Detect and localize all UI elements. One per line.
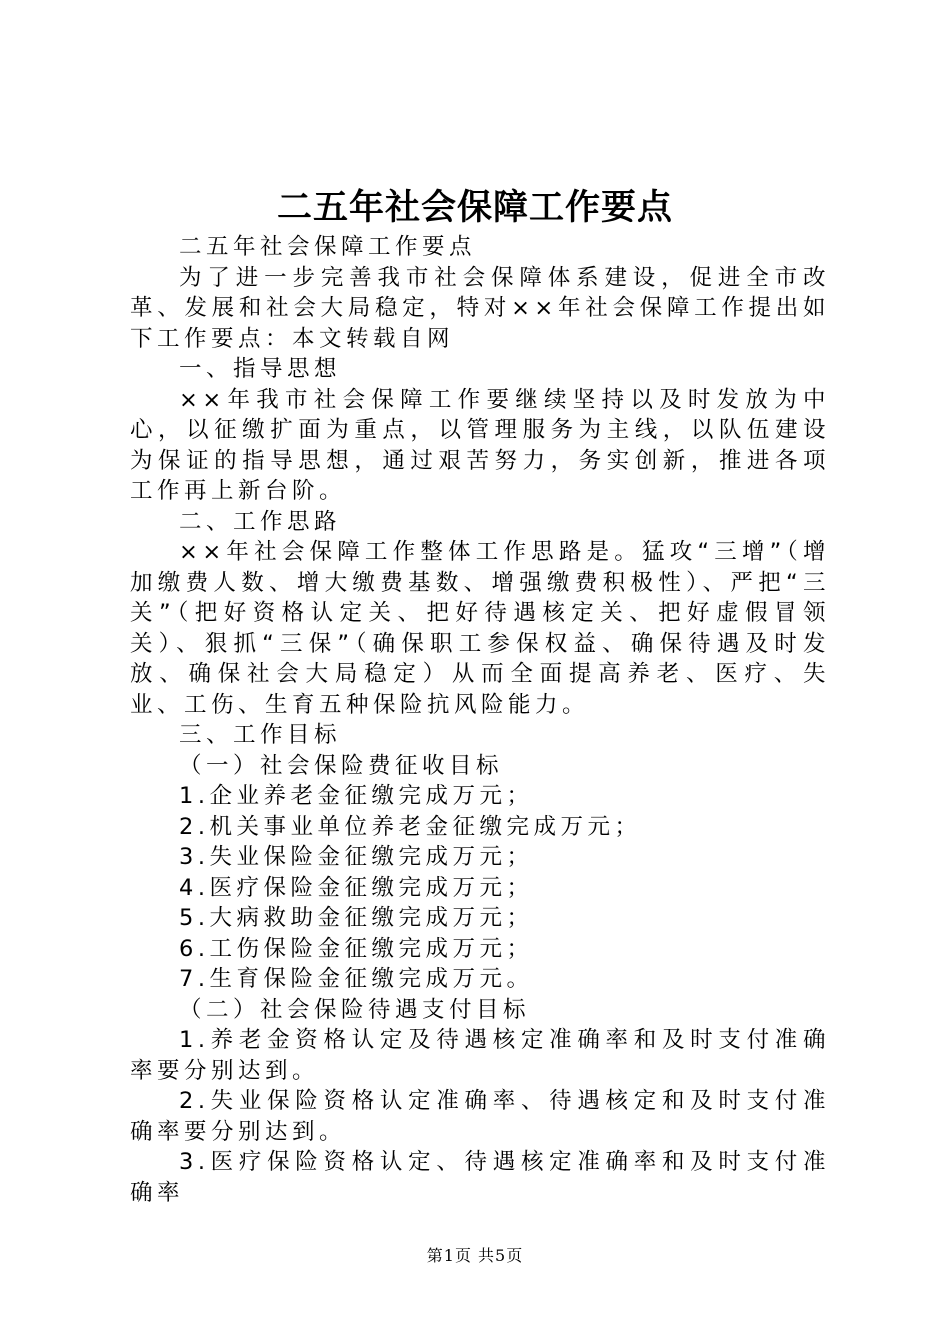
- section-heading: 三、工作目标: [179, 722, 342, 748]
- paragraph: ××年我市社会保障工作要继续坚持以及时发放为中心，以征缴扩面为重点，以管理服务为主线，以队伍建设为保证的指导思想，通过艰苦努力，务实创新，推进各项工作再上新台阶。: [130, 386, 830, 504]
- paragraph: 二五年社会保障工作要点: [179, 234, 477, 260]
- list-item: 1.企业养老金征缴完成万元；: [179, 783, 534, 809]
- page-footer: 第1页 共5页: [426, 1246, 524, 1265]
- list-item: 1.养老金资格认定及待遇核定准确率和及时支付准确率要分别达到。: [130, 1027, 830, 1084]
- list-item: 3.失业保险金征缴完成万元；: [179, 844, 534, 870]
- paragraph: 为了进一步完善我市社会保障体系建设，促进全市改革、发展和社会大局稳定，特对××年社会保障工作提出如下工作要点：本文转载自网: [130, 264, 830, 352]
- section-heading: 二、工作思路: [179, 508, 342, 535]
- list-item: 3.医疗保险资格认定、待遇核定准确率和及时支付准确率: [130, 1149, 830, 1206]
- document-body: [130, 232, 830, 1208]
- subsection-heading: （二）社会保险待遇支付目标: [179, 996, 531, 1023]
- list-item: 2.机关事业单位养老金征缴完成万元；: [179, 813, 642, 840]
- list-item: 7.生育保险金征缴完成万元。: [179, 966, 534, 992]
- subsection-heading: （一）社会保险费征收目标: [179, 752, 504, 779]
- section-heading: 一、指导思想: [179, 356, 342, 382]
- paragraph: ××年社会保障工作整体工作思路是。猛攻“三增”（增加缴费人数、增大缴费基数、增强缴费积极性）、严把“三关”（把好资格认定关、把好待遇核定关、把好虚假冒领关）、狠抓“三保”（确保职工参保权益、确保待遇及时发放、确保社会大局稳定）从而全面提高养老、医疗、失业、工伤、生育五种保险抗风险能力。: [130, 539, 830, 718]
- list-item: 4.医疗保险金征缴完成万元；: [179, 874, 534, 901]
- list-item: 5.大病救助金征缴完成万元；: [179, 905, 534, 931]
- page-title: 二五年社会保障工作要点: [276, 187, 673, 228]
- list-item: 6.工伤保险金征缴完成万元；: [179, 935, 534, 962]
- list-item: 2.失业保险资格认定准确率、待遇核定和及时支付准确率要分别达到。: [130, 1088, 830, 1145]
